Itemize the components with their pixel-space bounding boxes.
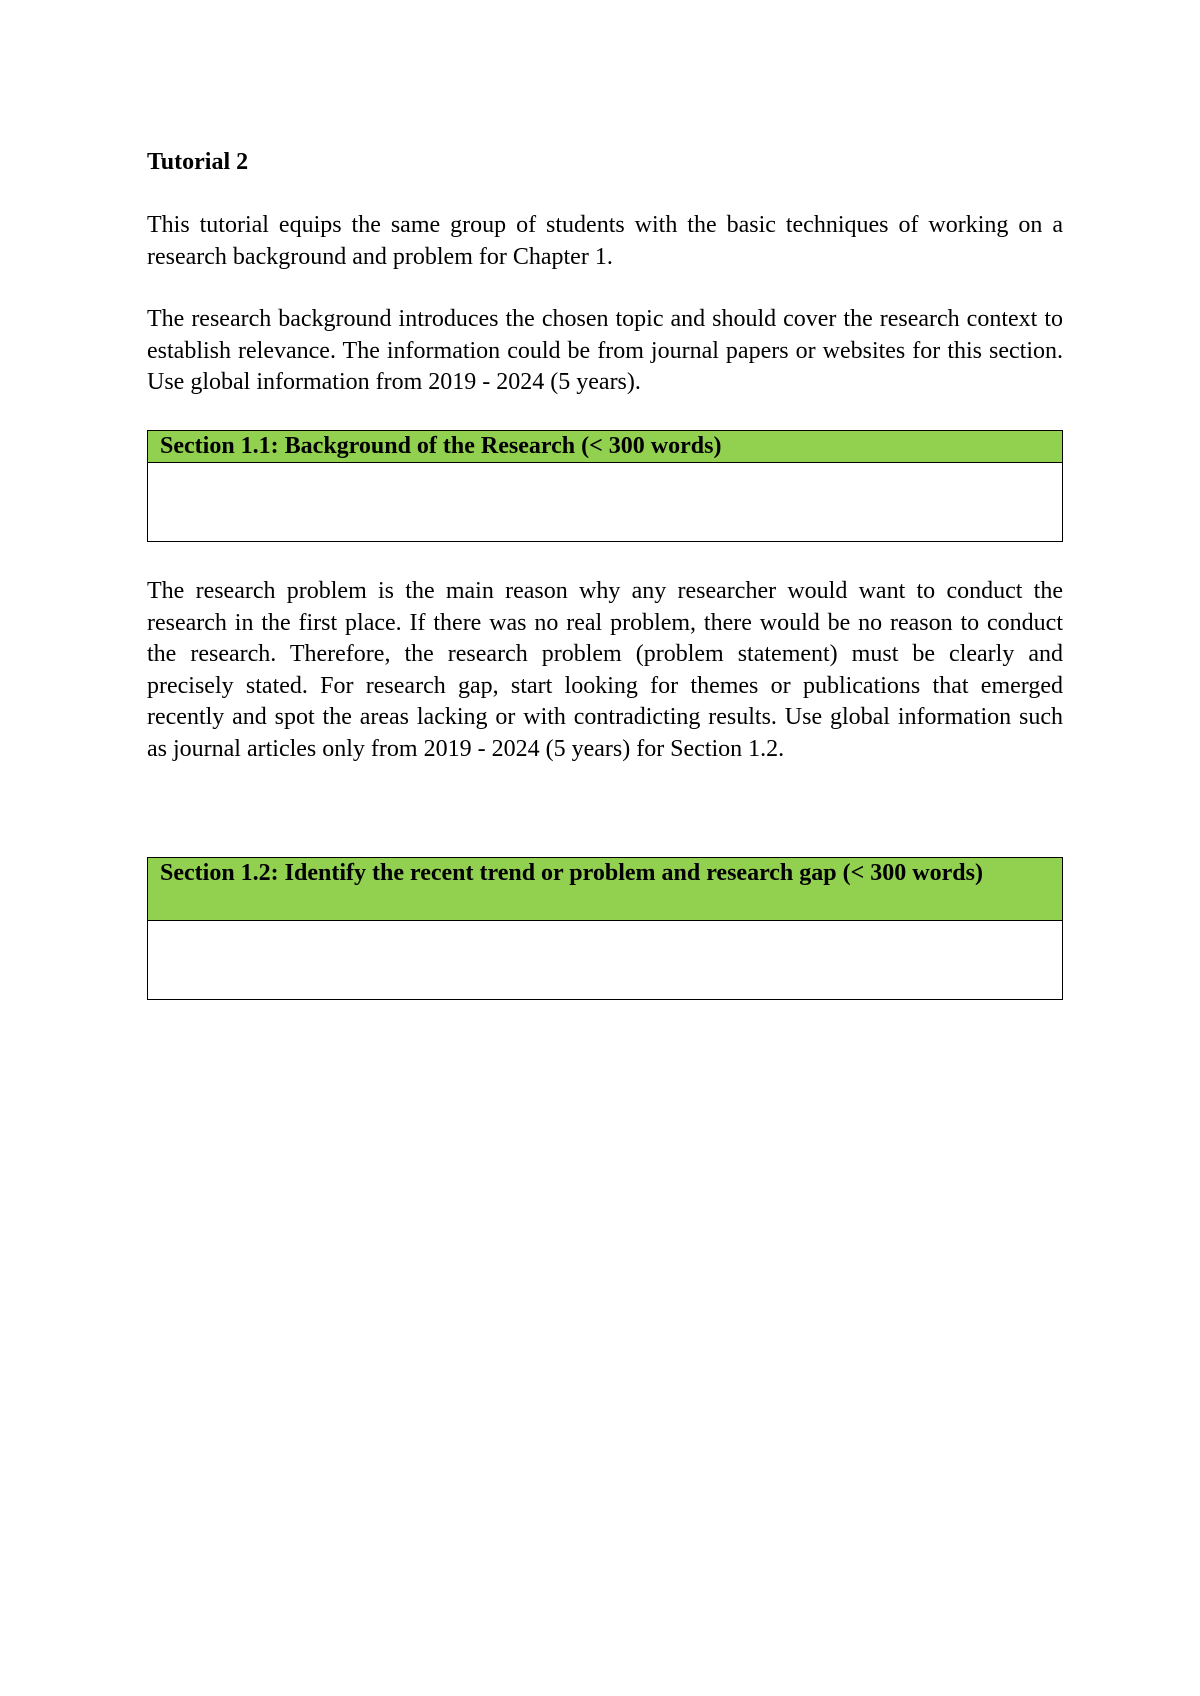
- section-1-2-heading: Section 1.2: Identify the recent trend or problem and research gap (< 300 words): [148, 858, 1062, 921]
- section-1-1-heading: Section 1.1: Background of the Research (< 300 words): [148, 431, 1062, 463]
- section-1-1-table: [147, 430, 1063, 542]
- page-title: Tutorial 2: [147, 149, 249, 175]
- section-1-2-answer-cell[interactable]: [148, 921, 1062, 999]
- section-1-2-table: [147, 857, 1063, 1000]
- section-1-1-answer-cell[interactable]: [148, 463, 1062, 541]
- intro-paragraph: This tutorial equips the same group of students with the basic techniques of working on a research background and problem for Chapter 1.: [147, 212, 1063, 270]
- background-paragraph: The research background introduces the chosen topic and should cover the research context to establish relevance. The information could be from journal papers or websites for this section. Use global information from 2019 - 2024 (5 years).: [147, 306, 1063, 396]
- problem-paragraph: The research problem is the main reason why any researcher would want to conduct the research in the first place. If there was no real problem, there would be no reason to conduct the research. Therefore, the research problem (problem statement) must be clearly and precisely stated. For research gap, start looking for themes or publications that emerged recently and spot the areas lacking or with contradicting results. Use global information such as journal articles only from 2019 - 2024 (5 years) for Section 1.2.: [147, 578, 1063, 762]
